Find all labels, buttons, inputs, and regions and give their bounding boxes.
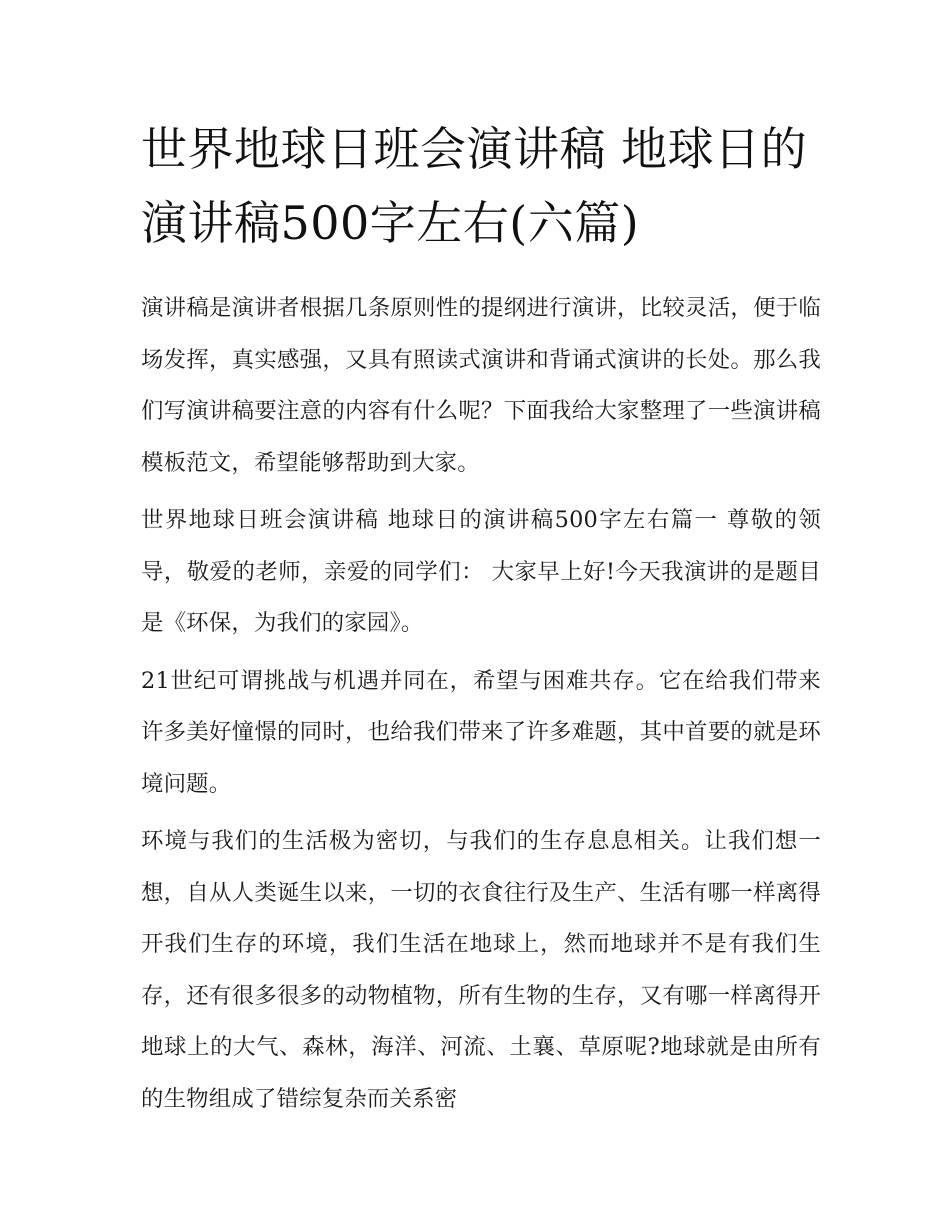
document-title: 世界地球日班会演讲稿 地球日的演讲稿500字左右(六篇) — [141, 122, 808, 250]
environment-paragraph: 环境与我们的生活极为密切，与我们的生存息息相关。让我们想一想，自从人类诞生以来，一切的衣食往行及生产、生活有哪一样离得开我们生存的环境，我们生活在地球上，然而地球并不是有我们生存，还有很多很多的动物植物，所有生物的生存，又有哪一样离得开地球上的大气、森林，海洋、河流、土襄、草原呢?地球就是由所有的生物组成了错综复杂而关系密 — [141, 828, 821, 1112]
speech-opening-paragraph: 世界地球日班会演讲稿 地球日的演讲稿500字左右篇一 尊敬的领导，敬爱的老师，亲爱的同学们： 大家早上好!今天我演讲的是题目是《环保，为我们的家园》。 — [141, 507, 821, 636]
century-challenge-paragraph: 21世纪可谓挑战与机遇并同在，希望与困难共存。它在给我们带来许多美好憧憬的同时，也给我们带来了许多难题，其中首要的就是环境问题。 — [141, 667, 821, 797]
document-body — [141, 283, 821, 1131]
intro-paragraph: 演讲稿是演讲者根据几条原则性的提纲进行演讲，比较灵活，便于临场发挥，真实感强，又具有照读式演讲和背诵式演讲的长处。那么我们写演讲稿要注意的内容有什么呢？下面我给大家整理了一些演讲稿模板范文，希望能够帮助到大家。 — [141, 295, 821, 476]
